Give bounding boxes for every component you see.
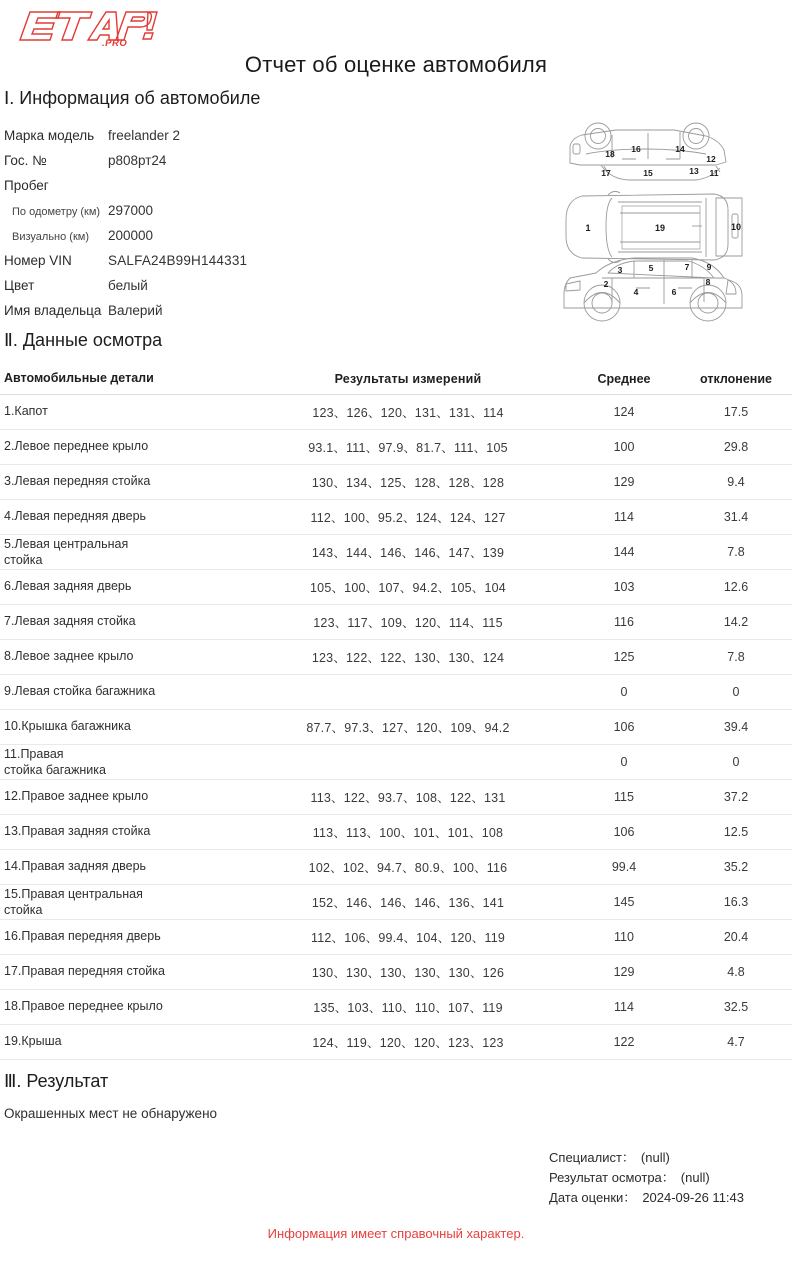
table-row: [0, 815, 792, 850]
info-label: Номер VIN: [4, 253, 72, 268]
info-row-visual-mileage: [4, 228, 424, 253]
cell-measurements: 113、122、93.7、108、122、131: [310, 791, 506, 805]
table-row: [0, 430, 792, 465]
cell-average: 115: [614, 790, 634, 804]
car-diagram-icon: [556, 118, 756, 333]
info-value: SALFA24B99H144331: [108, 253, 248, 268]
cell-average: 106: [613, 825, 635, 839]
etap-pro-logo: [14, 6, 164, 48]
cell-average: 129: [613, 475, 635, 489]
cell-deviation: 0: [732, 755, 740, 769]
cell-deviation: 4.8: [727, 965, 745, 979]
cell-part-name: 15.Правая центральная стойка: [4, 886, 143, 917]
cell-measurements: 124、119、120、120、123、123: [312, 1036, 504, 1050]
cell-part-name: 5.Левая центральная стойка: [4, 536, 129, 567]
zone-label-16: 16: [631, 144, 641, 154]
inspection-result-label: Результат осмотра：: [549, 1170, 675, 1185]
zone-label-18: 18: [605, 149, 615, 159]
cell-measurements: 102、102、94.7、80.9、100、116: [308, 861, 508, 875]
cell-average: 116: [614, 615, 634, 629]
cell-deviation: 16.3: [723, 895, 749, 909]
zone-label-14: 14: [675, 144, 685, 154]
cell-measurements: 135、103、110、110、107、119: [313, 1001, 503, 1015]
table-row: [0, 605, 792, 640]
cell-deviation: 17.5: [723, 405, 749, 419]
cell-deviation: 12.5: [723, 825, 749, 839]
cell-average: 103: [613, 580, 635, 594]
cell-average: 106: [613, 720, 635, 734]
cell-deviation: 20.4: [723, 930, 749, 944]
zone-label-3: 3: [617, 265, 623, 275]
cell-average: 110: [614, 930, 634, 944]
specialist-label: Специалист：: [549, 1150, 635, 1165]
result-text: Окрашенных мест не обнаружено: [4, 1106, 218, 1121]
info-label: Гос. №: [4, 153, 47, 168]
cell-average: 114: [614, 510, 634, 524]
info-value: 200000: [108, 228, 154, 243]
table-row: [0, 710, 792, 745]
zone-label-11: 11: [709, 168, 719, 178]
cell-measurements: 113、113、100、101、101、108: [312, 826, 504, 840]
info-value: белый: [108, 278, 148, 293]
table-row: [0, 885, 792, 920]
cell-average: 99.4: [611, 860, 637, 874]
info-label: Пробег: [4, 178, 49, 193]
info-row-vin: [4, 253, 424, 278]
table-body: [0, 395, 792, 1060]
table-row: [0, 745, 792, 780]
cell-deviation: 32.5: [723, 1000, 749, 1014]
cell-average: 114: [614, 1000, 634, 1014]
cell-deviation: 4.7: [727, 1035, 745, 1049]
page-title: Отчет об оценке автомобиля: [244, 52, 548, 77]
cell-deviation: 29.8: [723, 440, 749, 454]
cell-part-name: 16.Правая передняя дверь: [4, 929, 161, 944]
cell-part-name: 9.Левая стойка багажника: [4, 684, 156, 699]
svg-text:.PRO: .PRO: [102, 38, 128, 48]
section-heading-vehicle-info: Ⅰ. Информация об автомобиле: [4, 88, 261, 108]
cell-average: 0: [620, 755, 628, 769]
cell-measurements: 112、100、95.2、124、124、127: [310, 511, 506, 525]
table-row: [0, 990, 792, 1025]
info-value: Валерий: [108, 303, 163, 318]
signature-block: [549, 1148, 744, 1208]
cell-part-name: 14.Правая задняя дверь: [4, 859, 147, 874]
cell-part-name: 7.Левая задняя стойка: [4, 614, 136, 629]
column-header-deviation: отклонение: [700, 371, 772, 386]
inspection-result-row: [549, 1168, 744, 1188]
cell-measurements: 87.7、97.3、127、120、109、94.2: [306, 721, 510, 735]
cell-part-name: 13.Правая задняя стойка: [4, 824, 151, 839]
zone-label-17: 17: [601, 168, 611, 178]
zone-label-12: 12: [706, 154, 716, 164]
column-header-measurements: Результаты измерений: [334, 371, 482, 386]
info-label: По одометру (км): [12, 206, 101, 218]
cell-part-name: 2.Левое переднее крыло: [4, 439, 149, 454]
cell-deviation: 0: [732, 685, 740, 699]
column-header-part: Автомобильные детали: [4, 370, 154, 385]
cell-deviation: 9.4: [727, 475, 745, 489]
cell-deviation: 7.8: [727, 545, 745, 559]
cell-deviation: 35.2: [723, 860, 749, 874]
cell-measurements: 93.1、111、97.9、81.7、111、105: [308, 441, 508, 455]
cell-average: 145: [613, 895, 635, 909]
cell-part-name: 6.Левая задняя дверь: [4, 579, 132, 594]
zone-label-1: 1: [585, 223, 591, 233]
cell-average: 144: [613, 545, 635, 559]
cell-measurements: 105、100、107、94.2、105、104: [310, 581, 506, 595]
cell-part-name: 12.Правое заднее крыло: [4, 789, 149, 804]
info-row-color: [4, 278, 424, 303]
table-row: [0, 395, 792, 430]
cell-part-name: 4.Левая передняя дверь: [4, 509, 147, 524]
car-zone-diagram: [556, 118, 756, 333]
info-row-plate-number: [4, 153, 424, 178]
cell-average: 129: [613, 965, 635, 979]
table-row: [0, 465, 792, 500]
zone-label-8: 8: [705, 277, 711, 287]
cell-part-name: 11.Правая стойка багажника: [4, 746, 106, 777]
info-label: Цвет: [4, 278, 35, 293]
inspection-result-value: (null): [680, 1170, 710, 1185]
info-label: Марка модель: [4, 128, 95, 143]
table-row: [0, 955, 792, 990]
table-header-row: [0, 363, 792, 395]
cell-deviation: 12.6: [723, 580, 749, 594]
cell-deviation: 39.4: [723, 720, 749, 734]
date-label: Дата оценки：: [549, 1190, 637, 1205]
logo-icon: [14, 6, 164, 48]
measurements-table: [0, 363, 792, 1060]
table-row: [0, 920, 792, 955]
info-row-mileage: [4, 178, 424, 203]
zone-label-9: 9: [706, 262, 712, 272]
column-header-average: Среднее: [597, 371, 651, 386]
zone-label-15: 15: [643, 168, 653, 178]
zone-label-13: 13: [689, 166, 699, 176]
table-row: [0, 780, 792, 815]
cell-part-name: 10.Крышка багажника: [4, 719, 131, 734]
zone-label-10: 10: [730, 222, 742, 232]
zone-label-2: 2: [603, 279, 609, 289]
cell-deviation: 31.4: [723, 510, 749, 524]
cell-measurements: 143、144、146、146、147、139: [311, 546, 505, 560]
info-value: freelander 2: [108, 128, 181, 143]
cell-average: 0: [620, 685, 628, 699]
cell-measurements: 123、122、122、130、130、124: [311, 651, 505, 665]
cell-measurements: 123、117、109、120、114、115: [313, 616, 503, 630]
cell-deviation: 14.2: [723, 615, 749, 629]
cell-part-name: 17.Правая передняя стойка: [4, 964, 165, 979]
cell-deviation: 7.8: [727, 650, 745, 664]
vehicle-info-block: [4, 128, 424, 328]
specialist-row: [549, 1148, 744, 1168]
cell-deviation: 37.2: [723, 790, 749, 804]
zone-label-4: 4: [633, 287, 639, 297]
cell-part-name: 1.Капот: [4, 404, 48, 419]
cell-measurements: 112、106、99.4、104、120、119: [310, 931, 506, 945]
table-row: [0, 535, 792, 570]
zone-label-7: 7: [684, 262, 690, 272]
info-label: Визуально (км): [12, 231, 89, 243]
info-value: 297000: [108, 203, 154, 218]
cell-average: 100: [613, 440, 635, 454]
cell-part-name: 18.Правое переднее крыло: [4, 999, 163, 1014]
specialist-value: (null): [640, 1150, 670, 1165]
cell-average: 122: [613, 1035, 635, 1049]
cell-part-name: 3.Левая передняя стойка: [4, 474, 151, 489]
cell-measurements: 130、130、130、130、130、126: [311, 966, 505, 980]
date-value: 2024-09-26 11:43: [642, 1190, 744, 1205]
table-row: [0, 570, 792, 605]
info-row-owner-name: [4, 303, 424, 328]
disclaimer-text: Информация имеет справочный характер.: [267, 1226, 525, 1241]
cell-average: 125: [613, 650, 635, 664]
zone-label-5: 5: [648, 263, 654, 273]
section-heading-inspection-data: Ⅱ. Данные осмотра: [4, 330, 163, 350]
cell-measurements: 130、134、125、128、128、128: [311, 476, 505, 490]
info-row-brand-model: [4, 128, 424, 153]
cell-measurements: 123、126、120、131、131、114: [312, 406, 504, 420]
info-label: Имя владельца: [4, 303, 102, 318]
cell-average: 124: [613, 405, 635, 419]
table-row: [0, 500, 792, 535]
section-heading-result: Ⅲ. Результат: [4, 1071, 109, 1091]
table-row: [0, 850, 792, 885]
info-value: р808рт24: [108, 153, 167, 168]
date-row: [549, 1188, 744, 1208]
table-row: [0, 1025, 792, 1060]
zone-label-6: 6: [671, 287, 677, 297]
cell-part-name: 8.Левое заднее крыло: [4, 649, 134, 664]
cell-measurements: 152、146、146、146、136、141: [311, 896, 505, 910]
table-row: [0, 675, 792, 710]
cell-part-name: 19.Крыша: [4, 1034, 62, 1049]
zone-label-19: 19: [654, 223, 666, 233]
info-row-odometer: [4, 203, 424, 228]
table-row: [0, 640, 792, 675]
